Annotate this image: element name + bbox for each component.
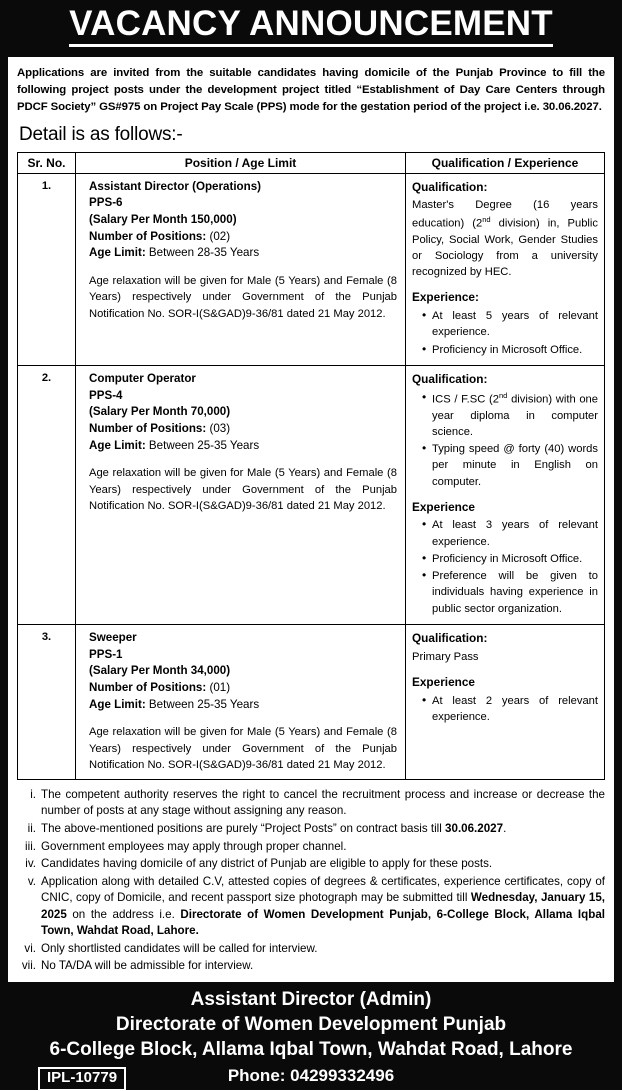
position-age-line	[89, 697, 399, 714]
list-item	[17, 839, 605, 855]
column-header-position: Position / Age Limit	[76, 152, 406, 173]
table-header-row	[18, 152, 605, 173]
row-qualification-cell	[406, 624, 605, 779]
note-text: Only shortlisted candidates will be called for interview.	[41, 941, 605, 957]
qualification-label: Qualification:	[412, 179, 598, 196]
footer-phone: Phone: 04299332496	[228, 1066, 394, 1086]
age-limit-value: Between 28-35 Years	[149, 246, 259, 259]
qualification-label: Qualification:	[412, 630, 598, 647]
positions-label: Number of Positions:	[89, 422, 206, 435]
list-item: • At least 3 years of relevant experience.	[424, 517, 598, 549]
table-row	[18, 624, 605, 779]
age-relaxation-note: Age relaxation will be given for Male (5 Years) and Female (8 Years) respectively under Government of the Punjab Notification No. SOR-I(S&GAD)9-36/81 dated 21 May 2012.	[89, 273, 399, 322]
position-details	[89, 371, 399, 454]
positions-label: Number of Positions:	[89, 681, 206, 694]
footer-signatory: Assistant Director (Admin)	[0, 988, 622, 1013]
note-number: iii.	[17, 839, 41, 855]
note-text: Candidates having domicile of any district of Punjab are eligible to apply for these posts.	[41, 856, 605, 872]
note-number: iv.	[17, 856, 41, 872]
age-limit-label: Age Limit:	[89, 246, 146, 259]
footer-address: 6-College Block, Allama Iqbal Town, Wahdat Road, Lahore	[0, 1038, 622, 1063]
positions-value: (01)	[209, 681, 230, 694]
experience-list	[412, 693, 598, 725]
list-item: • At least 2 years of relevant experience.	[424, 693, 598, 725]
table-body	[18, 173, 605, 779]
age-limit-label: Age Limit:	[89, 698, 146, 711]
list-item: • At least 5 years of relevant experience.	[424, 308, 598, 340]
note-text: The competent authority reserves the right to cancel the recruitment process and increase or decrease the number of posts at any stage without assigning any reason.	[41, 787, 605, 819]
position-title: Sweeper	[89, 630, 399, 647]
note-number: vii.	[17, 958, 41, 974]
row-position-cell	[76, 173, 406, 365]
position-title: Computer Operator	[89, 371, 399, 388]
experience-label: Experience	[412, 674, 598, 691]
positions-label: Number of Positions:	[89, 230, 206, 243]
list-item: • Preference will be given to individuals having experience in public sector organization.	[424, 568, 598, 617]
note-text: The above-mentioned positions are purely “Project Posts” on contract basis till 30.06.2027.	[41, 821, 605, 837]
intro-paragraph: Applications are invited from the suitable candidates having domicile of the Punjab Province to fill the following project posts under the development project titled “Establishment of Day Care Centers through PDCF Society” GS#975 on Project Pay Scale (PPS) mode for the gestation period of the project i.e. 30.06.2027.	[17, 65, 605, 117]
position-title: Assistant Director (Operations)	[89, 179, 399, 196]
age-limit-value: Between 25-35 Years	[149, 698, 259, 711]
qualification-text: Master's Degree (16 years education) (2nd division) in, Public Policy, Social Work, Gender Studies or Sociology from a university recognized by HEC.	[412, 197, 598, 280]
experience-list	[412, 517, 598, 616]
terms-and-conditions-list	[17, 787, 605, 974]
ipl-code-badge: IPL-10779	[38, 1067, 126, 1091]
qualification-list	[412, 390, 598, 490]
list-item: • Typing speed @ forty (40) words per minute in English on computer.	[424, 441, 598, 490]
row-qualification-cell	[406, 365, 605, 624]
row-serial-number: 2.	[18, 365, 76, 624]
position-details	[89, 630, 399, 713]
list-item: • Proficiency in Microsoft Office.	[424, 551, 598, 567]
age-relaxation-note: Age relaxation will be given for Male (5 Years) and Female (8 Years) respectively under Government of the Punjab Notification No. SOR-I(S&GAD)9-36/81 dated 21 May 2012.	[89, 724, 399, 773]
footer-banner	[0, 982, 622, 1089]
positions-value: (03)	[209, 422, 230, 435]
list-item	[17, 874, 605, 939]
age-limit-label: Age Limit:	[89, 439, 146, 452]
table-row	[18, 365, 605, 624]
row-serial-number: 3.	[18, 624, 76, 779]
position-pps: PPS-4	[89, 388, 399, 405]
table-row	[18, 173, 605, 365]
document-sheet	[8, 57, 614, 983]
position-salary: (Salary Per Month 70,000)	[89, 404, 399, 421]
experience-label: Experience	[412, 499, 598, 516]
footer-bottom-row	[0, 1066, 622, 1086]
note-number: ii.	[17, 821, 41, 837]
list-item: • ICS / F.SC (2nd division) with one year diploma in computer science.	[424, 390, 598, 440]
page-title: VACANCY ANNOUNCEMENT	[69, 6, 553, 47]
position-number-line	[89, 229, 399, 246]
position-salary: (Salary Per Month 34,000)	[89, 663, 399, 680]
qualification-text: Primary Pass	[412, 649, 598, 665]
note-text: No TA/DA will be admissible for interview.	[41, 958, 605, 974]
vacancy-table	[17, 152, 605, 780]
position-age-line	[89, 245, 399, 262]
note-text: Government employees may apply through proper channel.	[41, 839, 605, 855]
list-item	[17, 787, 605, 819]
experience-list	[412, 308, 598, 358]
list-item	[17, 958, 605, 974]
position-pps: PPS-1	[89, 647, 399, 664]
note-number: v.	[17, 874, 41, 890]
list-item	[17, 941, 605, 957]
list-item	[17, 856, 605, 872]
experience-label: Experience:	[412, 289, 598, 306]
row-serial-number: 1.	[18, 173, 76, 365]
column-header-srno: Sr. No.	[18, 152, 76, 173]
position-number-line	[89, 421, 399, 438]
note-number: i.	[17, 787, 41, 803]
note-text: Application along with detailed C.V, attested copies of degrees & certificates, experience certificates, copy of CNIC, copy of Domicile, and recent passport size photograph may be submitted till Wednesday, January 15, 2025 on the address i.e. Directorate of Women Development Punjab, 6-College Block, Allama Iqbal Town, Wahdat Road, Lahore.	[41, 874, 605, 939]
row-position-cell	[76, 624, 406, 779]
list-item	[17, 821, 605, 837]
position-salary: (Salary Per Month 150,000)	[89, 212, 399, 229]
position-pps: PPS-6	[89, 195, 399, 212]
qualification-label: Qualification:	[412, 371, 598, 388]
header-banner	[0, 0, 622, 57]
row-position-cell	[76, 365, 406, 624]
row-qualification-cell	[406, 173, 605, 365]
column-header-qualification: Qualification / Experience	[406, 152, 605, 173]
age-relaxation-note: Age relaxation will be given for Male (5 Years) and Female (8 Years) respectively under Government of the Punjab Notification No. SOR-I(S&GAD)9-36/81 dated 21 May 2012.	[89, 465, 399, 514]
position-age-line	[89, 438, 399, 455]
detail-heading: Detail is as follows:-	[19, 124, 605, 146]
age-limit-value: Between 25-35 Years	[149, 439, 259, 452]
positions-value: (02)	[209, 230, 230, 243]
footer-department: Directorate of Women Development Punjab	[0, 1013, 622, 1038]
position-number-line	[89, 680, 399, 697]
list-item: • Proficiency in Microsoft Office.	[424, 342, 598, 358]
note-number: vi.	[17, 941, 41, 957]
position-details	[89, 179, 399, 262]
